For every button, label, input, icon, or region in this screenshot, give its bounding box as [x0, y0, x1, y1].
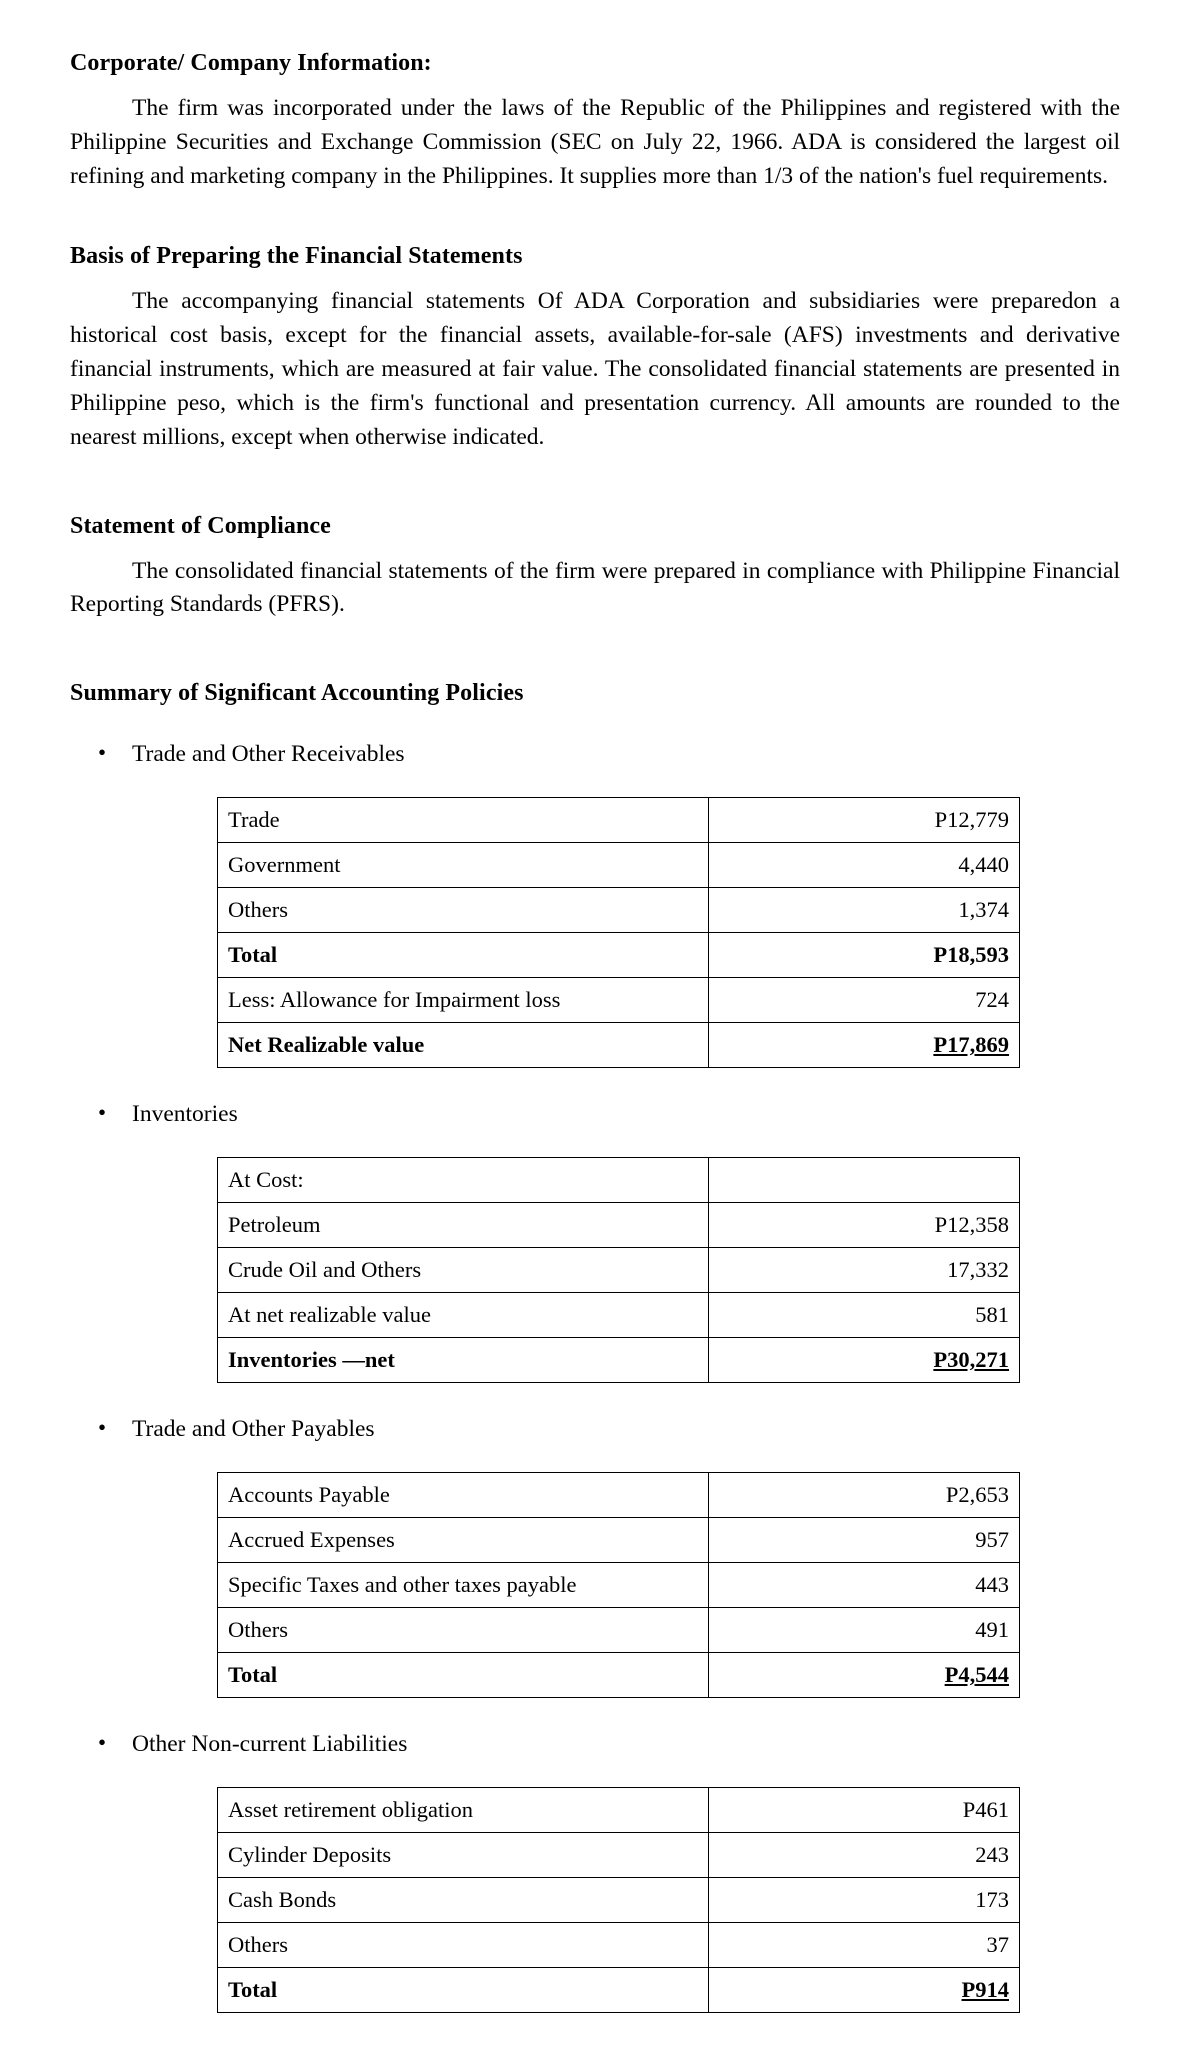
- row-label: At Cost:: [218, 1158, 709, 1203]
- table-row-net: [218, 1023, 1020, 1068]
- table-row: [218, 1832, 1020, 1877]
- row-label: Accrued Expenses: [218, 1517, 709, 1562]
- row-label: Accounts Payable: [218, 1472, 709, 1517]
- table-row: [218, 1248, 1020, 1293]
- spacer: [70, 1698, 1120, 1728]
- table-row: [218, 1472, 1020, 1517]
- policy-list-receivables: [70, 738, 1120, 771]
- row-value: 17,332: [709, 1248, 1020, 1293]
- paragraph-basis-of-preparing: The accompanying financial statements Of ADA Corporation and subsidiaries were preparedon a historical cost basis, except for the financial assets, available-for-sale (AFS) investments and derivative financial instruments, which are measured at fair value. The consolidated financial statements are presented in Philippine peso, which is the firm's functional and presentation currency. All amounts are rounded to the nearest millions, except when otherwise indicated.: [70, 288, 1120, 450]
- table-row: [218, 1203, 1020, 1248]
- row-label: Trade: [218, 798, 709, 843]
- paragraph-statement-of-compliance: The consolidated financial statements of the firm were prepared in compliance with Philippine Financial Reporting Standards (PFRS).: [70, 557, 1120, 618]
- row-value: 4,440: [709, 843, 1020, 888]
- row-label: Cylinder Deposits: [218, 1832, 709, 1877]
- row-label: Less: Allowance for Impairment loss: [218, 978, 709, 1023]
- table-row-total: [218, 1652, 1020, 1697]
- table-row: [218, 1787, 1020, 1832]
- table-row-total: [218, 933, 1020, 978]
- row-value-underlined: P914: [961, 1976, 1009, 2002]
- table-row: [218, 1158, 1020, 1203]
- policy-list-inventories: [70, 1098, 1120, 1131]
- row-label: Government: [218, 843, 709, 888]
- row-value: 37: [709, 1922, 1020, 1967]
- table-trade-and-other-receivables: [217, 797, 1020, 1068]
- row-value: [709, 1023, 1020, 1068]
- spacer: [70, 78, 1120, 92]
- row-label: At net realizable value: [218, 1293, 709, 1338]
- paragraph-corporate-information: The firm was incorporated under the laws of the Republic of the Philippines and registered with the Philippine Securities and Exchange Commission (SEC on July 22, 1966. ADA is considered the largest oil refining and marketing company in the Philippines. It supplies more than 1/3 of the nation's fuel requirements.: [70, 95, 1120, 189]
- list-item: [70, 1728, 1120, 1761]
- row-value: 243: [709, 1832, 1020, 1877]
- spacer: [70, 541, 1120, 555]
- table-row: [218, 843, 1020, 888]
- spacer: [70, 455, 1120, 511]
- spacer: [70, 622, 1120, 678]
- table-row: [218, 1922, 1020, 1967]
- row-value-underlined: P4,544: [944, 1661, 1009, 1687]
- row-label: Specific Taxes and other taxes payable: [218, 1562, 709, 1607]
- row-value: P2,653: [709, 1472, 1020, 1517]
- section-heading-statement-of-compliance: Statement of Compliance: [70, 512, 331, 539]
- spacer: [70, 1068, 1120, 1098]
- row-label: Asset retirement obligation: [218, 1787, 709, 1832]
- row-value: [709, 1967, 1020, 2012]
- table-row: [218, 1293, 1020, 1338]
- row-label: Petroleum: [218, 1203, 709, 1248]
- section-heading-basis-of-preparing: Basis of Preparing the Financial Statements: [70, 243, 523, 270]
- spacer: [70, 193, 1120, 241]
- row-value: 491: [709, 1607, 1020, 1652]
- policy-label-inventories: Inventories: [132, 1101, 238, 1128]
- table-row: [218, 1607, 1020, 1652]
- row-value: 957: [709, 1517, 1020, 1562]
- table-inventories: [217, 1157, 1020, 1383]
- row-value: P18,593: [709, 933, 1020, 978]
- row-label: Others: [218, 888, 709, 933]
- table-row: [218, 1517, 1020, 1562]
- policy-list-noncurrent-liabilities: [70, 1728, 1120, 1761]
- row-label: Others: [218, 1607, 709, 1652]
- row-value-underlined: P30,271: [933, 1347, 1009, 1373]
- section-heading-corporate-information: Corporate/ Company Information:: [70, 50, 432, 76]
- row-label: Inventories —net: [218, 1338, 709, 1383]
- row-value: [709, 1652, 1020, 1697]
- row-value: P12,779: [709, 798, 1020, 843]
- list-item: [70, 1098, 1120, 1131]
- row-value: 724: [709, 978, 1020, 1023]
- row-label: Total: [218, 1652, 709, 1697]
- spacer: [70, 271, 1120, 285]
- table-row: [218, 798, 1020, 843]
- section-heading-summary-of-policies: Summary of Significant Accounting Policies: [70, 680, 524, 707]
- row-label: Total: [218, 933, 709, 978]
- row-label: Crude Oil and Others: [218, 1248, 709, 1293]
- policy-list-payables: [70, 1413, 1120, 1446]
- row-value: P12,358: [709, 1203, 1020, 1248]
- row-value-underlined: P17,869: [933, 1032, 1009, 1058]
- spacer: [70, 1383, 1120, 1413]
- row-value: 443: [709, 1562, 1020, 1607]
- table-other-noncurrent-liabilities: [217, 1787, 1020, 2013]
- spacer: [70, 708, 1120, 738]
- list-item: [70, 1413, 1120, 1446]
- row-value: [709, 1158, 1020, 1203]
- policy-label-payables: Trade and Other Payables: [132, 1416, 375, 1443]
- policy-label-noncurrent-liabilities: Other Non-current Liabilities: [132, 1730, 408, 1757]
- row-value: [709, 1338, 1020, 1383]
- table-row: [218, 1562, 1020, 1607]
- table-row: [218, 978, 1020, 1023]
- table-row: [218, 888, 1020, 933]
- row-value: 1,374: [709, 888, 1020, 933]
- row-label: Cash Bonds: [218, 1877, 709, 1922]
- row-value: P461: [709, 1787, 1020, 1832]
- table-row-net: [218, 1338, 1020, 1383]
- policy-label-receivables: Trade and Other Receivables: [132, 741, 405, 768]
- row-value: 173: [709, 1877, 1020, 1922]
- row-value: 581: [709, 1293, 1020, 1338]
- table-row-total: [218, 1967, 1020, 2012]
- row-label: Net Realizable value: [218, 1023, 709, 1068]
- list-item: [70, 738, 1120, 771]
- table-trade-and-other-payables: [217, 1472, 1020, 1698]
- table-row: [218, 1877, 1020, 1922]
- row-label: Total: [218, 1967, 709, 2012]
- row-label: Others: [218, 1922, 709, 1967]
